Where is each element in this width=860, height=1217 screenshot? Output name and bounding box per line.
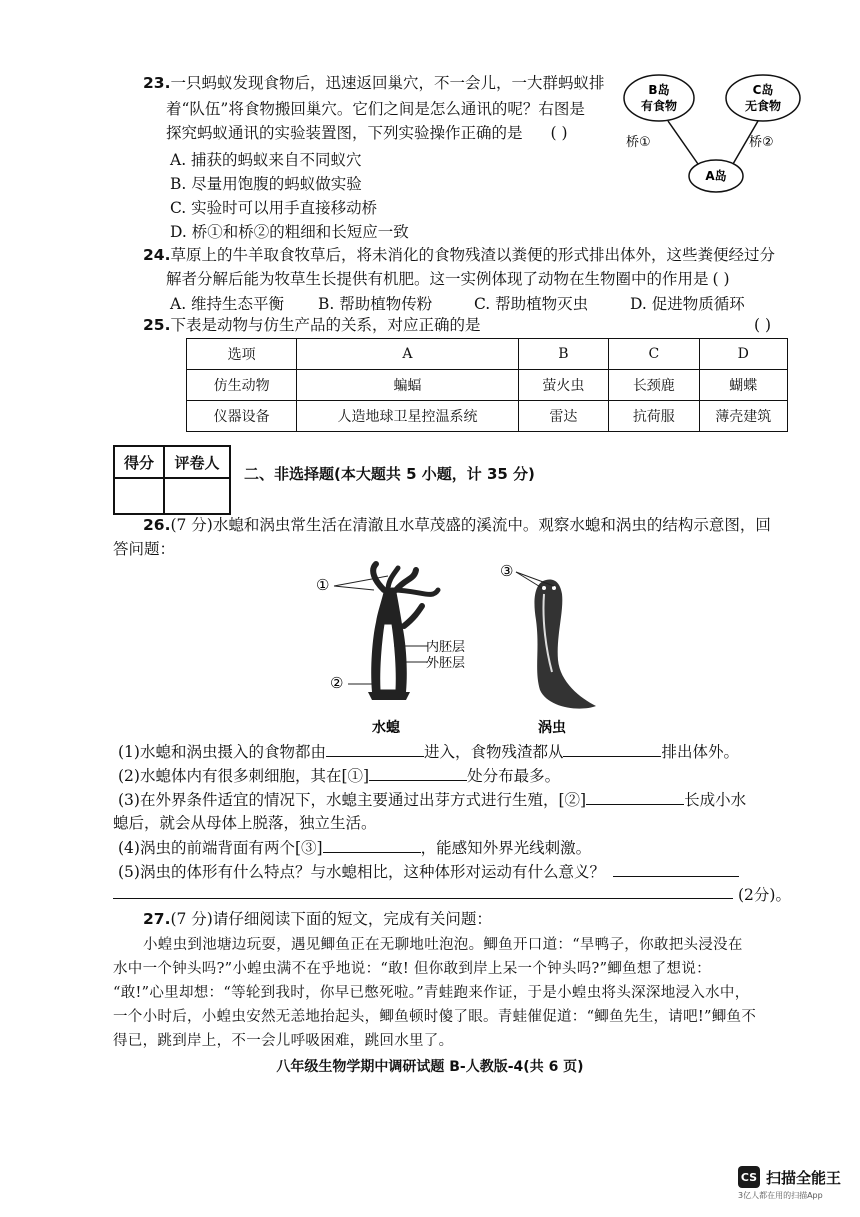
table-header-row — [187, 339, 788, 370]
table-cell: C — [609, 339, 699, 370]
table-cell: 抗荷服 — [609, 401, 699, 432]
q23-option-d: D. 桥①和桥②的粗细和长短应一致 — [170, 223, 409, 241]
q26-s1: (1)水螅和涡虫摄入的食物都由 进入，食物残渣都从 排出体外。 — [118, 740, 739, 763]
table-cell: D — [699, 339, 787, 370]
q23-option-b: B. 尽量用饱腹的蚂蚁做实验 — [170, 175, 362, 193]
q24-option-d: D. 促进物质循环 — [630, 295, 745, 313]
q26-s4: (4)涡虫的前端背面有两个[③] ，能感知外界光线刺激。 — [118, 836, 591, 859]
island-c-label: C岛 — [752, 83, 774, 97]
bridge-1-label: 桥① — [626, 135, 651, 150]
q25-paren: ( ) — [754, 316, 772, 334]
label-3: ③ — [500, 562, 514, 580]
table-cell: 蝙蝠 — [297, 370, 518, 401]
passage-line: “敢!”心里却想：“等轮到我时，你早已憋死啦。”青蛙跑来作证，于是小蝗虫将头深深地浸入水中， — [113, 985, 750, 1001]
q24-option-c: C. 帮助植物灭虫 — [474, 295, 589, 313]
q23-line3: 探究蚂蚁通讯的实验装置图，下列实验操作正确的是 ( ) — [166, 124, 568, 142]
outer-layer-label: 外胚层 — [426, 656, 466, 671]
q26-s5: (5)涡虫的体形有什么特点？与水螅相比，这种体形对运动有什么意义？ — [118, 860, 739, 883]
q24-line2: 解者分解后能为牧草生长提供有机肥。这一实例体现了动物在生物圈中的作用是 ( ) — [166, 270, 730, 288]
bridge-1-line — [668, 121, 698, 164]
q23-option-c: C. 实验时可以用手直接移动桥 — [170, 199, 378, 217]
ant-island-diagram — [618, 70, 808, 195]
table-cell: 长颈鹿 — [609, 370, 699, 401]
q26-s3-cont: 螅后，就会从母体上脱落，独立生活。 — [113, 814, 377, 832]
page-footer: 八年级生物学期中调研试题 B-人教版-4(共 6 页) — [276, 1059, 584, 1075]
q24-line1: 24.草原上的牛羊取食牧草后，将未消化的食物残渣以粪便的形式排出体外，这些粪便经过分 — [143, 246, 775, 264]
island-a-label: A岛 — [705, 169, 727, 183]
table-cell: 仿生动物 — [187, 370, 297, 401]
table-cell: 雷达 — [518, 401, 608, 432]
grader-field[interactable] — [164, 478, 230, 514]
passage-line: 得已，跳到岸上，不一会儿呼吸困难，跳回水里了。 — [113, 1033, 454, 1049]
q23-option-a: A. 捕获的蚂蚁来自不同蚁穴 — [170, 151, 362, 169]
grader-label: 评卷人 — [164, 446, 230, 478]
island-b — [624, 75, 694, 121]
label-1: ① — [316, 576, 330, 594]
cs-app-name: 扫描全能王 — [766, 1168, 842, 1187]
q23-line1: 23.一只蚂蚁发现食物后，迅速返回巢穴，不一会儿，一大群蚂蚁排 — [143, 74, 605, 92]
planarian-caption: 涡虫 — [538, 720, 566, 736]
cs-tagline: 3亿人都在用的扫描App — [738, 1191, 823, 1200]
score-field[interactable] — [114, 478, 164, 514]
table-cell: 萤火虫 — [518, 370, 608, 401]
hydra-drawing — [334, 564, 438, 700]
scanner-watermark — [738, 1166, 841, 1201]
section-title: 二、非选择题(本大题共 5 小题，计 35 分) — [244, 465, 535, 483]
q26-s2: (2)水螅体内有很多刺细胞，其在[①] 处分布最多。 — [118, 764, 560, 787]
score-label: 得分 — [114, 446, 164, 478]
table-cell: 蝴蝶 — [699, 370, 787, 401]
hydra-planarian-figure — [310, 560, 610, 740]
table-cell: 选项 — [187, 339, 297, 370]
island-c-sub: 无食物 — [744, 99, 782, 113]
table-cell: A — [297, 339, 518, 370]
q23-line2: 着“队伍”将食物搬回巢穴。它们之间是怎么通讯的呢？右图是 — [166, 100, 585, 118]
cs-logo-icon: CS — [738, 1166, 760, 1188]
q25-table — [186, 338, 788, 432]
label-2: ② — [330, 674, 344, 692]
q26-s5-score: (2分)。 — [738, 886, 791, 904]
inner-layer-label: 内胚层 — [426, 640, 466, 655]
answer-blank[interactable] — [369, 764, 467, 781]
q27-passage — [113, 933, 808, 1053]
passage-line: 水中一个钟头吗?”小蝗虫满不在乎地说：“敢! 但你敢到岸上呆一个钟头吗?”鲫鱼想了想说： — [113, 961, 711, 977]
table-cell: 人造地球卫星控温系统 — [297, 401, 518, 432]
bridge-2-label: 桥② — [749, 135, 774, 150]
q24-option-b: B. 帮助植物传粉 — [318, 295, 433, 313]
answer-blank[interactable] — [326, 740, 424, 757]
table-row — [187, 401, 788, 432]
score-box — [113, 445, 231, 515]
island-b-label: B岛 — [648, 83, 670, 97]
passage-line: 小蝗虫到池塘边玩耍，遇见鲫鱼正在无聊地吐泡泡。鲫鱼开口道：“旱鸭子，你敢把头浸没在 — [143, 937, 743, 953]
q24-option-a: A. 维持生态平衡 — [170, 295, 285, 313]
island-c — [726, 75, 800, 121]
table-row — [187, 370, 788, 401]
table-cell: B — [518, 339, 608, 370]
island-b-sub: 有食物 — [640, 99, 678, 113]
answer-blank[interactable] — [586, 788, 684, 805]
table-cell: 仪器设备 — [187, 401, 297, 432]
table-cell: 薄壳建筑 — [699, 401, 787, 432]
q26-line2: 答问题： — [113, 540, 176, 558]
passage-line: 一个小时后，小蝗虫安然无恙地抬起头，鲫鱼顿时傻了眼。青蛙催促道：“鲫鱼先生，请吧!”鲫鱼不 — [113, 1009, 757, 1025]
q27-line1: 27.(7 分)请仔细阅读下面的短文，完成有关问题： — [143, 910, 492, 928]
answer-line[interactable] — [113, 898, 733, 899]
planarian-drawing — [516, 572, 596, 709]
q26-s3: (3)在外界条件适宜的情况下，水螅主要通过出芽方式进行生殖，[②] 长成小水 — [118, 788, 746, 811]
q25-line1: 25.下表是动物与仿生产品的关系，对应正确的是 — [143, 316, 481, 334]
answer-blank[interactable] — [323, 836, 421, 853]
q26-line1: 26.(7 分)水螅和涡虫常生活在清澈且水草茂盛的溪流中。观察水螅和涡虫的结构示意图，回 — [143, 516, 771, 534]
hydra-caption: 水螅 — [372, 720, 400, 736]
answer-blank[interactable] — [563, 740, 661, 757]
answer-blank[interactable] — [613, 860, 739, 877]
